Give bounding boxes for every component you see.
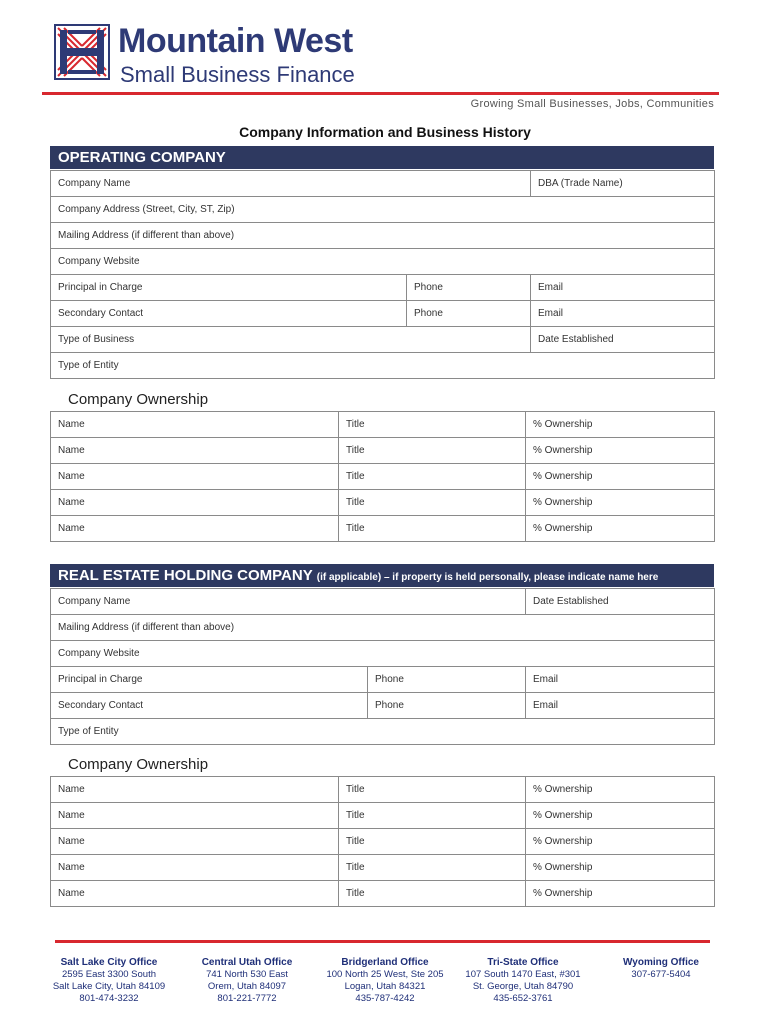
field-label: Title [346,523,365,534]
office-block [454,957,592,1005]
field-label: Date Established [533,596,609,607]
principal-field[interactable] [51,275,407,301]
form-row [51,719,715,745]
company-address-field[interactable] [51,197,715,223]
field-label: Type of Entity [58,726,119,737]
office-name: Central Utah Office [201,957,293,968]
field-label: Name [58,784,85,795]
field-label: Name [58,445,85,456]
ownership-title-field[interactable] [339,412,526,438]
tagline: Growing Small Businesses, Jobs, Communities [470,98,714,110]
office-name: Tri-State Office [487,957,559,968]
principal-phone-field[interactable] [407,275,531,301]
field-label: Company Website [58,256,140,267]
field-label: Phone [414,282,443,293]
footer-offices [40,957,730,1005]
field-label: Name [58,810,85,821]
ownership-row [51,438,715,464]
operating-company-header [50,146,714,169]
field-label: Title [346,862,365,873]
ownership-ownership-field[interactable] [526,464,715,490]
re-secondary-phone-field[interactable] [368,693,526,719]
operating-ownership-table [50,411,715,542]
secondary-contact-field[interactable] [51,301,407,327]
type-of-entity-field[interactable] [51,353,715,379]
field-label: % Ownership [533,836,593,847]
field-label: % Ownership [533,471,593,482]
field-label: Email [533,700,559,711]
ownership-row [51,829,715,855]
company-logo [50,18,410,88]
field-label: Title [346,419,365,430]
re-principal-field[interactable] [51,667,368,693]
field-label: Secondary Contact [58,308,144,319]
office-line2: Orem, Utah 84097 [207,981,287,992]
company-name-field[interactable] [51,171,531,197]
ownership-row [51,516,715,542]
field-label: Type of Business [58,334,135,345]
company-website-field[interactable] [51,249,715,275]
office-name: Salt Lake City Office [60,957,158,968]
re-principal-phone-field[interactable] [368,667,526,693]
field-label: Title [346,810,365,821]
ownership-ownership-field[interactable] [526,803,715,829]
header-divider [42,92,719,95]
ownership-row [51,464,715,490]
ownership-ownership-field[interactable] [526,412,715,438]
ownership-title-field[interactable] [339,516,526,542]
field-label: Secondary Contact [58,700,144,711]
operating-company-form [50,170,715,379]
office-line1: 2595 East 3300 South [61,969,157,980]
ownership-row [51,803,715,829]
form-row [51,327,715,353]
ownership-ownership-field[interactable] [526,777,715,803]
ownership-title-field[interactable] [339,464,526,490]
dba-field[interactable] [531,171,715,197]
ownership-title-field[interactable] [339,777,526,803]
field-label: % Ownership [533,888,593,899]
field-label: % Ownership [533,784,593,795]
ownership-name-field[interactable] [51,464,339,490]
ownership-name-field[interactable] [51,803,339,829]
field-label: Company Address (Street, City, ST, Zip) [58,204,235,215]
field-label: DBA (Trade Name) [538,178,623,189]
field-label: Mailing Address (if different than above) [58,622,235,633]
form-row [51,301,715,327]
re-ownership-title: Company Ownership [68,756,209,773]
field-label: Name [58,836,85,847]
form-row [51,589,715,615]
field-label: Company Website [58,648,140,659]
office-line1: 107 South 1470 East, #301 [465,969,581,980]
ownership-name-field[interactable] [51,855,339,881]
field-label: % Ownership [533,810,593,821]
mailing-address-field[interactable] [51,223,715,249]
date-established-field[interactable] [531,327,715,353]
re-principal-email-field[interactable] [526,667,715,693]
ownership-row [51,881,715,907]
field-label: Principal in Charge [58,674,143,685]
ownership-ownership-field[interactable] [526,516,715,542]
re-type-of-entity-field[interactable] [51,719,715,745]
field-label: Email [533,674,559,685]
ownership-ownership-field[interactable] [526,829,715,855]
field-label: Phone [414,308,443,319]
field-label: Name [58,523,85,534]
office-block [316,957,454,1005]
re-ownership-table [50,776,715,907]
field-label: % Ownership [533,497,593,508]
field-label: Principal in Charge [58,282,143,293]
form-row [51,171,715,197]
field-label: Name [58,888,85,899]
principal-email-field[interactable] [531,275,715,301]
field-label: Email [538,308,564,319]
re-mailing-address-field[interactable] [51,615,715,641]
real-estate-header [50,564,714,587]
ownership-title-field[interactable] [339,881,526,907]
ownership-title-field[interactable] [339,438,526,464]
field-label: Mailing Address (if different than above) [58,230,235,241]
ownership-name-field[interactable] [51,490,339,516]
form-row [51,197,715,223]
operating-ownership-title: Company Ownership [68,391,209,408]
ownership-name-field[interactable] [51,829,339,855]
ownership-row [51,490,715,516]
field-label: Type of Entity [58,360,119,371]
office-phone: 801-474-3232 [79,993,139,1004]
field-label: % Ownership [533,862,593,873]
operating-company-heading: OPERATING COMPANY [58,149,226,166]
ownership-name-field[interactable] [51,412,339,438]
field-label: Title [346,445,365,456]
re-secondary-email-field[interactable] [526,693,715,719]
re-company-website-field[interactable] [51,641,715,667]
field-label: Name [58,419,85,430]
office-line2: Salt Lake City, Utah 84109 [52,981,166,992]
field-label: Company Name [58,178,131,189]
field-label: % Ownership [533,419,593,430]
field-label: % Ownership [533,523,593,534]
field-label: Email [538,282,564,293]
office-line1: 741 North 530 East [206,969,288,980]
field-label: Phone [375,674,404,685]
ownership-title-field[interactable] [339,829,526,855]
logo-mark-icon [54,24,110,80]
re-date-established-field[interactable] [526,589,715,615]
ownership-ownership-field[interactable] [526,490,715,516]
form-row [51,667,715,693]
page-title: Company Information and Business History [239,124,531,140]
field-label: Title [346,784,365,795]
field-label: Phone [375,700,404,711]
real-estate-heading: REAL ESTATE HOLDING COMPANY [58,567,313,584]
field-label: Name [58,471,85,482]
type-of-business-field[interactable] [51,327,531,353]
form-row [51,693,715,719]
real-estate-note: (if applicable) – if property is held personally, please indicate name here [316,572,659,583]
ownership-row [51,855,715,881]
brand-name: Mountain West [118,22,353,60]
ownership-row [51,777,715,803]
footer-divider [55,940,710,943]
field-label: Name [58,497,85,508]
ownership-row [51,412,715,438]
ownership-ownership-field[interactable] [526,438,715,464]
office-block [40,957,178,1005]
office-block [178,957,316,1005]
form-row [51,223,715,249]
office-line1: 100 North 25 West, Ste 205 [326,969,444,980]
form-row [51,615,715,641]
field-label: Name [58,862,85,873]
office-line1: 307-677-5404 [631,969,691,980]
field-label: Title [346,471,365,482]
office-line2: St. George, Utah 84790 [472,981,574,992]
secondary-email-field[interactable] [531,301,715,327]
field-label: Date Established [538,334,614,345]
ownership-ownership-field[interactable] [526,881,715,907]
ownership-ownership-field[interactable] [526,855,715,881]
secondary-phone-field[interactable] [407,301,531,327]
form-row [51,641,715,667]
form-row [51,353,715,379]
field-label: Title [346,497,365,508]
office-phone: 435-787-4242 [355,993,415,1004]
ownership-name-field[interactable] [51,881,339,907]
office-phone: 435-652-3761 [493,993,553,1004]
field-label: Company Name [58,596,131,607]
brand-subname: Small Business Finance [120,62,355,87]
office-name: Wyoming Office [623,957,699,968]
ownership-name-field[interactable] [51,438,339,464]
field-label: Title [346,888,365,899]
ownership-name-field[interactable] [51,777,339,803]
re-secondary-contact-field[interactable] [51,693,368,719]
real-estate-form [50,588,715,745]
field-label: % Ownership [533,445,593,456]
office-line2: Logan, Utah 84321 [344,981,426,992]
office-name: Bridgerland Office [341,957,429,968]
field-label: Title [346,836,365,847]
form-row [51,249,715,275]
re-company-name-field[interactable] [51,589,526,615]
ownership-title-field[interactable] [339,803,526,829]
office-block [592,957,730,1005]
ownership-title-field[interactable] [339,855,526,881]
office-phone: 801-221-7772 [217,993,277,1004]
ownership-title-field[interactable] [339,490,526,516]
ownership-name-field[interactable] [51,516,339,542]
form-row [51,275,715,301]
